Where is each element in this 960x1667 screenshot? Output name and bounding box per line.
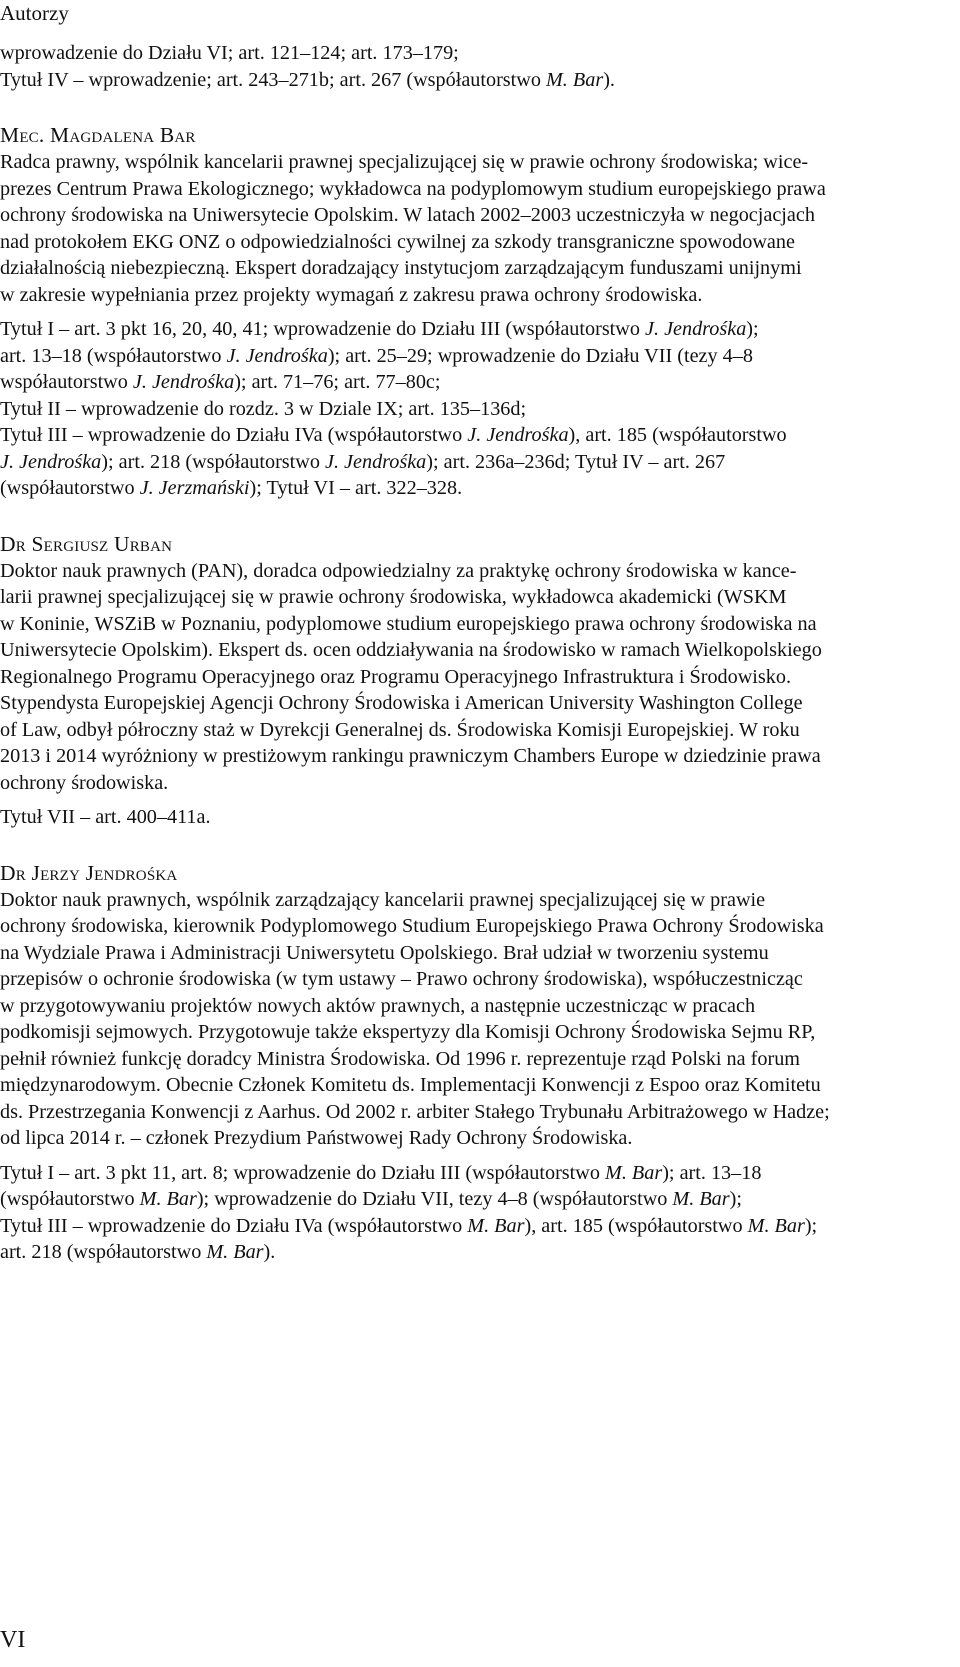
sections-line: Tytuł II – wprowadzenie do rozdz. 3 w Dziale IX; art. 135–136d; xyxy=(0,397,527,420)
bio-line: ochrony środowiska. xyxy=(0,771,169,794)
bio-line: Doktor nauk prawnych, wspólnik zarządzający kancelarii prawnej specjalizującej się w prawie xyxy=(0,888,766,911)
author-name: Dr Jerzy Jendrośka xyxy=(0,860,178,885)
bio-line: 2013 i 2014 wyróżniony w prestiżowym rankingu prawniczym Chambers Europe w dziedzinie prawa xyxy=(0,745,821,767)
author-entry-jendroska xyxy=(0,860,955,1266)
author-bio xyxy=(0,558,955,797)
author-bio xyxy=(0,149,955,308)
bio-line: przepisów o ochronie środowiska (w tym ustawy – Prawo ochrony środowiska), współuczestnicząc xyxy=(0,968,803,990)
bio-line: w przygotowywaniu projektów nowych aktów prawnych, a następnie uczestnicząc w pracach xyxy=(0,994,756,1017)
bio-line: międzynarodowym. Obecnie Członek Komitetu ds. Implementacji Konwencji z Espoo oraz Komitetu xyxy=(0,1074,821,1096)
sections-line: (współautorstwo J. Jerzmański); Tytuł VI – art. 322–328. xyxy=(0,477,463,499)
sections-line: Tytuł III – wprowadzenie do Działu IVa (współautorstwo J. Jendrośka), art. 185 (współautorstwo xyxy=(0,424,787,446)
sections-line: Tytuł III – wprowadzenie do Działu IVa (współautorstwo M. Bar), art. 185 (współautorstwo M. Bar); xyxy=(0,1214,818,1237)
bio-line: działalnością niebezpieczną. Ekspert doradzający instytucjom zarządzającym funduszami unijnymi xyxy=(0,257,802,279)
sections-line: Tytuł I – art. 3 pkt 16, 20, 40, 41; wprowadzenie do Działu III (współautorstwo J. Jendrośka); xyxy=(0,318,759,340)
intro-line: Tytuł IV – wprowadzenie; art. 243–271b; art. 267 (współautorstwo M. Bar). xyxy=(0,68,615,91)
bio-line: prezes Centrum Prawa Ekologicznego; wykładowca na podyplomowym studium europejskiego prawa xyxy=(0,177,826,200)
bio-line: pełnił również funkcję doradcy Ministra Środowiska. Od 1996 r. reprezentuje rząd Polski na forum xyxy=(0,1047,800,1070)
running-head: Autorzy xyxy=(0,1,69,25)
bio-line: Radca prawny, wspólnik kancelarii prawnej specjalizującej się w prawie ochrony środowiska; wice- xyxy=(0,151,809,173)
author-name: Dr Sergiusz Urban xyxy=(0,531,173,556)
author-entry-urban xyxy=(0,531,955,831)
sections-line: (współautorstwo M. Bar); wprowadzenie do Działu VII, tezy 4–8 (współautorstwo M. Bar); xyxy=(0,1188,742,1210)
intro-block xyxy=(0,40,955,93)
bio-line: Uniwersytecie Opolskim). Ekspert ds. ocen oddziaływania na środowisko w ramach Wielkopolskiego xyxy=(0,639,822,661)
bio-line: Doktor nauk prawnych (PAN), doradca odpowiedzialny za praktykę ochrony środowiska w kance- xyxy=(0,559,797,582)
sections-line: art. 218 (współautorstwo M. Bar). xyxy=(0,1241,276,1263)
author-entry-bar xyxy=(0,122,955,502)
intro-line: wprowadzenie do Działu VI; art. 121–124; art. 173–179; xyxy=(0,42,459,64)
author-sections xyxy=(0,316,955,502)
bio-line: of Law, odbył półroczny staż w Dyrekcji Generalnej ds. Środowiska Komisji Europejskiej. W roku xyxy=(0,718,800,741)
bio-line: podkomisji sejmowych. Przygotowuje także ekspertyzy dla Komisji Ochrony Środowiska Sejmu RP, xyxy=(0,1021,816,1043)
bio-line: na Wydziale Prawa i Administracji Uniwersytetu Opolskiego. Brał udział w tworzeniu systemu xyxy=(0,941,769,964)
page-number: VI xyxy=(0,1627,26,1653)
bio-line: ochrony środowiska, kierownik Podyplomowego Studium Europejskiego Prawa Ochrony Środowiska xyxy=(0,915,824,937)
bio-line: od lipca 2014 r. – członek Prezydium Państwowej Rady Ochrony Środowiska. xyxy=(0,1127,633,1149)
page-content xyxy=(0,40,955,1266)
bio-line: larii prawnej specjalizującej się w prawie ochrony środowiska, wykładowca akademicki (WSKM xyxy=(0,586,787,608)
sections-line: J. Jendrośka); art. 218 (współautorstwo J. Jendrośka); art. 236a–236d; Tytuł IV – art. 267 xyxy=(0,450,726,473)
bio-line: ochrony środowiska na Uniwersytecie Opolskim. W latach 2002–2003 uczestniczyła w negocjacjach xyxy=(0,204,815,226)
author-sections xyxy=(0,804,955,831)
bio-line: ds. Przestrzegania Konwencji z Aarhus. Od 2002 r. arbiter Stałego Trybunału Arbitrażowego w Hadze; xyxy=(0,1100,830,1123)
bio-line: Regionalnego Programu Operacyjnego oraz Programu Operacyjnego Infrastruktura i Środowisko. xyxy=(0,665,792,688)
bio-line: nad protokołem EKG ONZ o odpowiedzialności cywilnej za szkody transgraniczne spowodowane xyxy=(0,230,795,253)
sections-line: współautorstwo J. Jendrośka); art. 71–76; art. 77–80c; xyxy=(0,371,441,393)
author-bio xyxy=(0,887,955,1152)
author-sections xyxy=(0,1160,955,1266)
bio-line: Stypendysta Europejskiej Agencji Ochrony Środowiska i American University Washington College xyxy=(0,692,803,714)
author-name: Mec. Magdalena Bar xyxy=(0,123,196,147)
bio-line: w zakresie wypełniania przez projekty wymagań z zakresu prawa ochrony środowiska. xyxy=(0,283,703,306)
sections-line: Tytuł VII – art. 400–411a. xyxy=(0,806,211,828)
bio-line: w Koninie, WSZiB w Poznaniu, podyplomowe studium europejskiego prawa ochrony środowiska na xyxy=(0,612,817,635)
sections-line: Tytuł I – art. 3 pkt 11, art. 8; wprowadzenie do Działu III (współautorstwo M. Bar); art. 13–18 xyxy=(0,1161,762,1184)
sections-line: art. 13–18 (współautorstwo J. Jendrośka); art. 25–29; wprowadzenie do Działu VII (tezy 4–8 xyxy=(0,344,753,367)
